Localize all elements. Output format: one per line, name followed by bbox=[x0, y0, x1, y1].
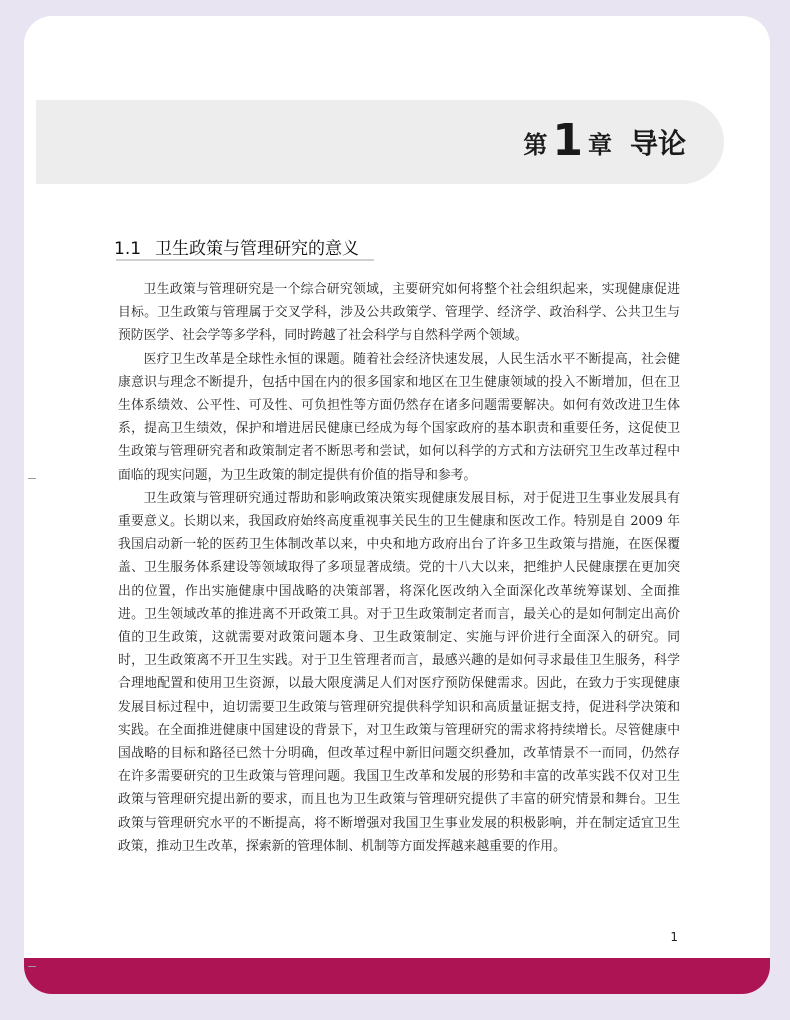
chapter-number: 1 bbox=[552, 114, 583, 166]
section-underline bbox=[116, 259, 374, 261]
footer-band bbox=[24, 958, 770, 994]
section-number: 1.1 bbox=[114, 239, 142, 259]
book-page bbox=[24, 16, 770, 994]
chapter-prefix: 第 bbox=[523, 130, 548, 159]
crop-mark bbox=[28, 966, 36, 967]
paragraph: 卫生政策与管理研究通过帮助和影响政策决策实现健康发展目标，对于促进卫生事业发展具有重要意义。长期以来，我国政府始终高度重视事关民生的卫生健康和医改工作。特别是自 2009 年我国启动新一轮的医药卫生体制改革以来，中央和地方政府出台了许多卫生政策与措施，在医保覆盖、卫生服务体系建设等领域取得了多项显著成绩。党的十八大以来，把维护人民健康摆在更加突出的位置，作出实施健康中国战略的决策部署，将深化医改纳入全面深化改革统筹谋划、全面推进。卫生领域改革的推进离不开政策工具。对于卫生政策制定者而言，最关心的是如何制定出高价值的卫生政策，这就需要对政策问题本身、卫生政策制定、实施与评价进行全面深入的研究。同时，卫生政策离不开卫生实践。对于卫生管理者而言，最感兴趣的是如何寻求最佳卫生服务，科学合理地配置和使用卫生资源，以最大限度满足人们对医疗预防保健需求。因此，在致力于实现健康发展目标过程中，迫切需要卫生政策与管理研究提供科学知识和高质量证据支持，促进科学决策和实践。在全面推进健康中国建设的背景下，对卫生政策与管理研究的需求将持续增长。尽管健康中国战略的目标和路径已然十分明确，但改革过程中新旧问题交织叠加，改革情景不一而同，仍然存在许多需要研究的卫生政策与管理问题。我国卫生改革和发展的形势和丰富的改革实践不仅对卫生政策与管理研究提出新的要求，而且也为卫生政策与管理研究提供了丰富的研究情景和舞台。卫生政策与管理研究水平的不断提高，将不断增强对我国卫生事业发展的积极影响，并在制定适宜卫生政策，推动卫生改革，探索新的管理体制、机制等方面发挥越来越重要的作用。 bbox=[118, 490, 680, 854]
section-title: 卫生政策与管理研究的意义 bbox=[155, 239, 360, 259]
paragraph: 卫生政策与管理研究是一个综合研究领域，主要研究如何将整个社会组织起来，实现健康促进目标。卫生政策与管理属于交叉学科，涉及公共政策学、管理学、经济学、政治科学、公共卫生与预防医学、社会学等多学科，同时跨越了社会科学与自然科学两个领域。 bbox=[118, 282, 680, 344]
paragraph: 医疗卫生改革是全球性永恒的课题。随着社会经济快速发展，人民生活水平不断提高，社会健康意识与理念不断提升，包括中国在内的很多国家和地区在卫生健康领域的投入不断增加，但在卫生体系绩效、公平性、可及性、可负担性等方面仍然存在诸多问题需要解决。如何有效改进卫生体系，提高卫生绩效，保护和增进居民健康已经成为每个国家政府的基本职责和重要任务，这促使卫生政策与管理研究者和政策制定者不断思考和尝试，如何以科学的方式和方法研究卫生改革过程中面临的现实问题，为卫生政策的制定提供有价值的指导和参考。 bbox=[118, 351, 680, 483]
chapter-suffix: 章 bbox=[587, 130, 612, 159]
page-number: 1 bbox=[670, 930, 678, 944]
chapter-header-bar bbox=[36, 100, 724, 184]
section-heading bbox=[114, 234, 359, 259]
body-text bbox=[118, 278, 680, 858]
crop-mark bbox=[28, 478, 36, 479]
chapter-title bbox=[523, 100, 686, 184]
chapter-title-text: 导论 bbox=[629, 127, 686, 160]
